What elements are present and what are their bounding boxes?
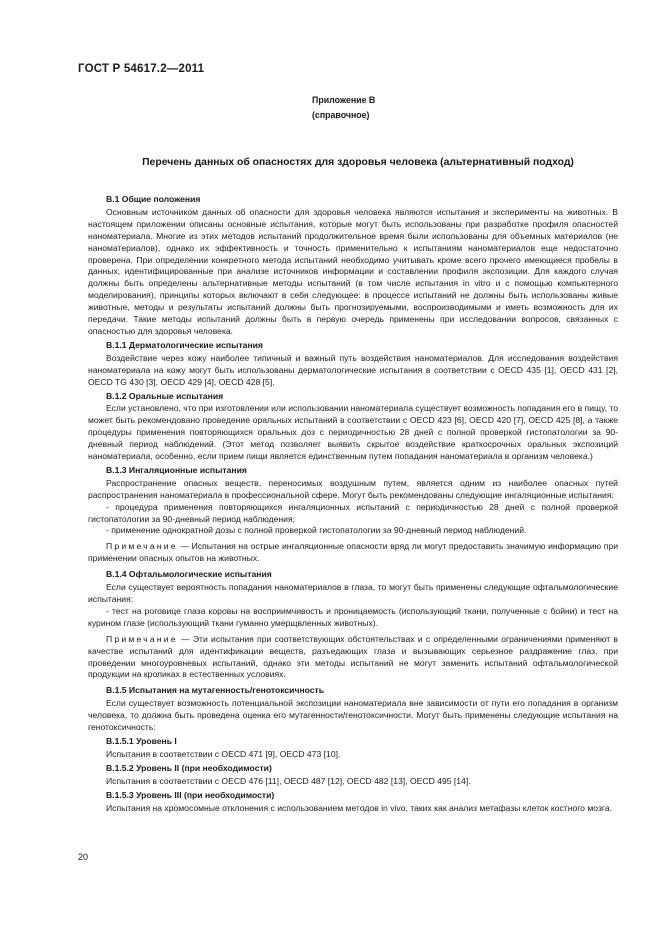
- paragraph-b152: Испытания в соответствии с OECD 476 [11], OECD 487 [12], OECD 482 [13], OECD 495 [14].: [106, 775, 471, 786]
- paragraph-b1: Основным источником данных об опасности для здоровья человека являются испытания и эксперименты на животных. В настоящем приложении описаны основные испытания, которые могут быть использованы при разработке профиля опасностей наноматериала. Многие из этих методов испытаний продолжительное время были использованы для объемных материалов (не наноматериалов), однако их эффективность и точность применительно к испытаниям наноматериалов еще недостаточно проверена. При определении конкретного метода испытаний необходимо учитывать кроме всего прочего имеющиеся пробелы в данных, идентифицированные при анализе источников информации и составлении профиля экспозиции. Для каждого случая должны быть определены альтернативные методы испытаний (в том числе испытания in vitro и с помощью компьютерного моделирования), принципы которых включают в себя следующее: в процессе испытаний не должны быть использованы живые животные, методы и результаты испытаний должны быть прогнозируемыми, воспроизводимыми и иметь возможность для их передачи. Такие методы испытаний должны быть в первую очередь применены при исследовании вопросов, связанных с опасностью для здоровья человека.: [88, 206, 618, 336]
- paragraph-b151: Испытания в соответствии с OECD 471 [9], OECD 473 [10].: [106, 748, 341, 759]
- standard-number: ГОСТ Р 54617.2—2011: [78, 63, 205, 75]
- paragraph-b12: Если установлено, что при изготовлении или использовании наноматериала существует возможность попадания его в пищу, то может быть рекомендовано проведение оральных испытаний в соответствии с OECD 423 [6], OECD 420 [7], OECD 425 [8], а также процедуры применения повторяющихся оральных доз с периодичностью 28 дней с полной проверкой гистопатологии за 90-дневный период наблюдений. (Этот метод позволяет выявить скрытое воздействие краткосрочных оральных экспозиций наноматериала, особенно, если прием пищи является единственным путем попадания наноматериала в организм человека.): [88, 403, 618, 462]
- appendix-title: Приложение В: [312, 95, 376, 105]
- note-b13: [88, 541, 618, 565]
- section-heading-b151: В.1.5.1 Уровень I: [106, 735, 177, 746]
- paragraph-b15: Если существует возможность потенциальной экспозиции наноматериала вне зависимости от пути его попадания в организм человека, то должна быть проведена оценка его мутагенности/генотоксичности. Могут быть применены следующие испытания на генотоксичность:: [88, 698, 618, 733]
- paragraph-b11: Воздействие через кожу наиболее типичный и важный путь воздействия наноматериалов. Для исследования воздействия наноматериала на кожу могут быть использованы дерматологические испытания в соответствии с OECD 435 [1], OECD 431 [2], OECD TG 430 [3], OECD 429 [4], OECD 428 [5].: [88, 352, 618, 387]
- section-heading-b12: В.1.2 Оральные испытания: [106, 390, 224, 401]
- list-item: - применение однократной дозы с полной проверкой гистопатологии за 90-дневный период наблюдений.: [106, 525, 527, 536]
- section-heading-b153: В.1.5.3 Уровень III (при необходимости): [106, 789, 275, 800]
- paragraph-b14: Если существует вероятность попадания наноматериалов в глаза, то могут быть применены следующие офтальмологические испытания:: [88, 582, 618, 604]
- page-title: Перечень данных об опасностях для здоровья человека (альтернативный подход): [142, 157, 574, 168]
- paragraph-b153: Испытания на хромосомные отклонения с использованием методов in vivo, таких как анализ метафазы клеток костного мозга.: [106, 802, 612, 813]
- note-b14: [88, 634, 618, 682]
- section-heading-b152: В.1.5.2 Уровень II (при необходимости): [106, 762, 272, 773]
- document-body: [88, 192, 618, 814]
- section-heading-b11: В.1.1 Дерматологические испытания: [106, 339, 263, 350]
- list-item: - тест на роговице глаза коровы на восприимчивость и проницаемость (использующий ткани, полученные с бойни) и тест на курином глазе (использующий ткани гуманно умерщвленных животных).: [88, 605, 618, 628]
- section-heading-b13: В.1.3 Ингаляционные испытания: [106, 464, 247, 475]
- list-item: - процедура применения повторяющихся ингаляционных испытаний с периодичностью 28 дней с полной проверкой гистопатологии за 90-дневный период наблюдения;: [88, 501, 618, 524]
- section-heading-b15: В.1.5 Испытания на мутагенность/генотоксичность: [106, 685, 325, 696]
- note-label: Примечание: [106, 541, 178, 552]
- section-heading-b14: В.1.4 Офтальмологические испытания: [106, 569, 272, 580]
- note-label: Примечание: [106, 633, 178, 644]
- note-text: — Испытания на острые ингаляционные опасности вряд ли могут предоставить значимую информацию при применении опасных опытов на животных.: [88, 541, 618, 564]
- paragraph-b13: Распространение опасных веществ, переносимых воздушным путем, является одним из наиболее опасных путей распространения наноматериала в профессиональной сфере. Могут быть рекомендованы следующие ингаляционные испытания:: [88, 477, 618, 500]
- section-heading-b1: В.1 Общие положения: [106, 194, 201, 204]
- note-text: — Эти испытания при соответствующих обстоятельствах и с определенными ограничениями применяют в качестве испытаний для идентификации веществ, разъедающих глаза и вызывающих серьезное раздражение глаз, при проведении многоуровневых испытаний, однако эти методы испытаний не могут заменить испытаний офтальмологической продукции на кроликах в естественных условиях.: [88, 633, 618, 680]
- appendix-type: (справочное): [312, 110, 370, 120]
- page-number: 20: [78, 852, 89, 862]
